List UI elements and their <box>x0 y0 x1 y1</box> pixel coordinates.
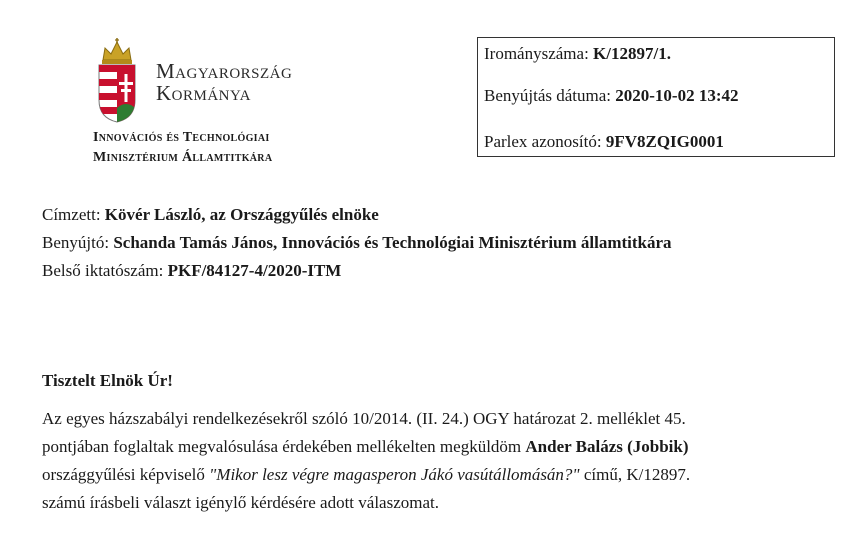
submitter-label: Benyújtó: <box>42 233 110 252</box>
letter-line-3 <box>42 465 690 485</box>
government-name-line1: Magyarország <box>156 59 293 83</box>
irom-label: Irományszáma: <box>484 44 589 63</box>
irom-value: K/12897/1. <box>593 44 671 63</box>
submission-date-row <box>484 86 739 106</box>
question-title: "Mikor lesz végre magasperon Jákó vasútállomásán?" <box>209 465 580 484</box>
internal-number-label: Belső iktatószám: <box>42 261 164 280</box>
letter-line-1: Az egyes házszabályi rendelkezésekről szóló 10/2014. (II. 24.) OGY határozat 2. melléklet 45. <box>42 409 686 428</box>
salutation: Tisztelt Elnök Úr! <box>42 371 173 390</box>
recipient-row <box>42 205 379 225</box>
internal-number-row <box>42 261 341 281</box>
ministry-name-line2: Minisztérium Államtitkára <box>93 150 273 165</box>
submission-date-value: 2020-10-02 13:42 <box>615 86 739 105</box>
letter-line-2-text: pontjában foglaltak megvalósulása érdekében mellékelten megküldöm <box>42 437 522 456</box>
government-name <box>156 60 292 104</box>
letter-line-3-text: országgyűlési képviselő <box>42 465 205 484</box>
submitter-value: Schanda Tamás János, Innovációs és Technológiai Minisztérium államtitkára <box>113 233 672 252</box>
parlex-label: Parlex azonosító: <box>484 132 602 151</box>
ministry-name-line1: Innovációs és Technológiai <box>93 130 270 145</box>
submitter-row <box>42 233 672 253</box>
filing-info-box <box>477 37 835 157</box>
parlex-row <box>484 132 724 152</box>
letter-line-4: számú írásbeli választ igénylő kérdésére adott válaszomat. <box>42 493 439 512</box>
parlex-value: 9FV8ZQIG0001 <box>605 132 724 151</box>
letter-line-2 <box>42 437 689 457</box>
mp-name: Ander Balázs (Jobbik) <box>525 437 689 456</box>
letter-line-3-end: című, K/12897. <box>583 465 691 484</box>
recipient-value: Kövér László, az Országgyűlés elnöke <box>104 205 379 224</box>
coat-of-arms-icon <box>96 38 138 124</box>
internal-number-value: PKF/84127-4/2020-ITM <box>167 261 342 280</box>
government-name-line2: Kormánya <box>156 81 252 105</box>
irom-row <box>484 44 671 64</box>
submission-date-label: Benyújtás dátuma: <box>484 86 612 105</box>
recipient-label: Címzett: <box>42 205 101 224</box>
ministry-name <box>93 128 272 168</box>
